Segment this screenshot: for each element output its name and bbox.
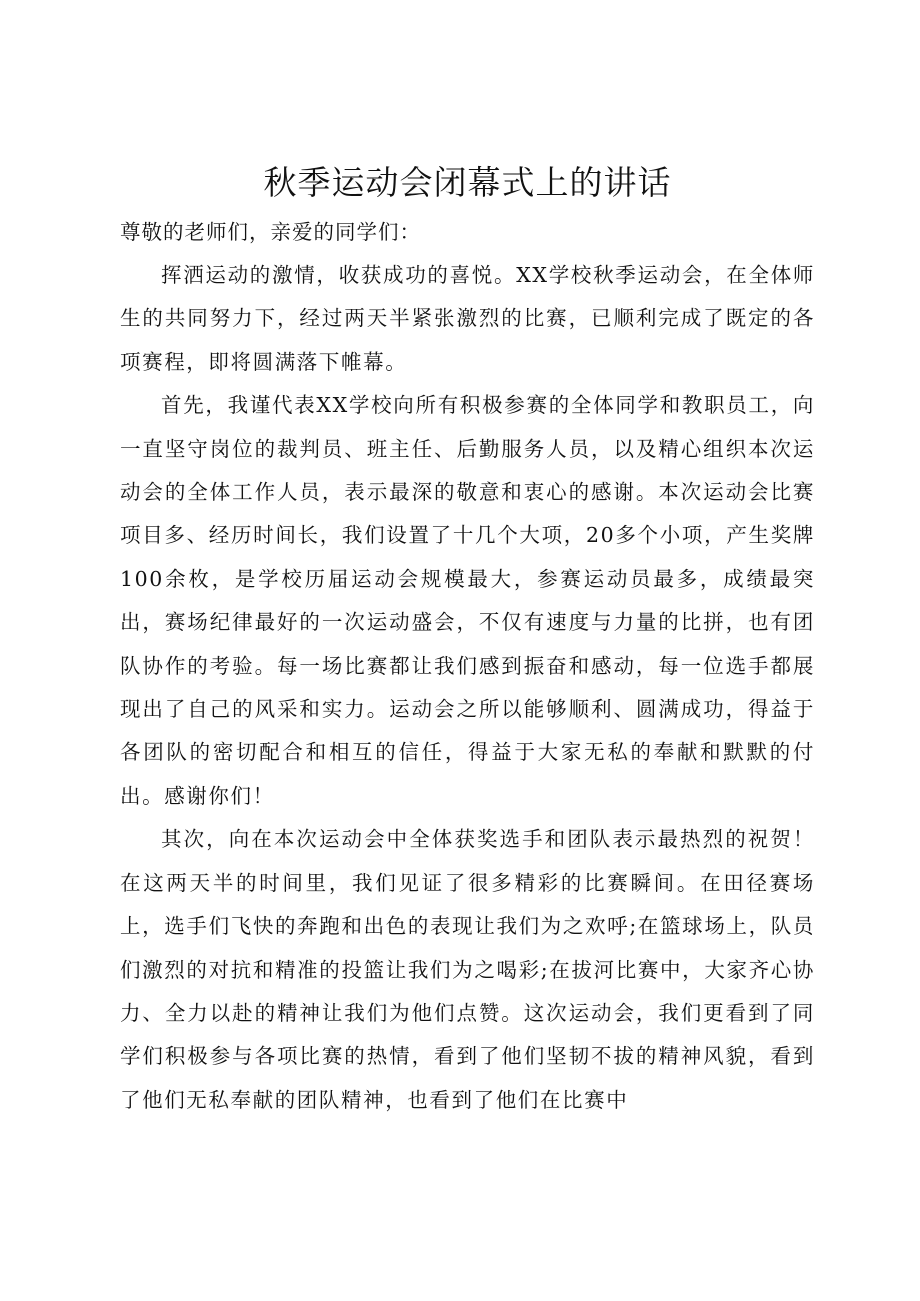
document-title: 秋季运动会闭幕式上的讲话	[263, 163, 672, 202]
salutation: 尊敬的老师们，亲爱的同学们：	[120, 220, 421, 244]
paragraph-congratulations: 其次，向在本次运动会中全体获奖选手和团队表示最热烈的祝贺！在这两天半的时间里，我们见证了很多精彩的比赛瞬间。在田径赛场上，选手们飞快的奔跑和出色的表现让我们为之欢呼;在篮球场上，队员们激烈的对抗和精准的投篮让我们为之喝彩;在拔河比赛中，大家齐心协力、全力以赴的精神让我们为他们点赞。这次运动会，我们更看到了同学们积极参与各项比赛的热情，看到了他们坚韧不拔的精神风貌，看到了他们无私奉献的团队精神，也看到了他们在比赛中	[120, 827, 815, 1112]
paragraph-opening: 挥洒运动的激情，收获成功的喜悦。XX学校秋季运动会，在全体师生的共同努力下，经过两天半紧张激烈的比赛，已顺利完成了既定的各项赛程，即将圆满落下帷幕。	[120, 263, 815, 374]
document-page	[120, 152, 815, 1122]
paragraph-thanks: 首先，我谨代表XX学校向所有积极参赛的全体同学和教职员工，向一直坚守岗位的裁判员、班主任、后勤服务人员，以及精心组织本次运动会的全体工作人员，表示最深的敬意和衷心的感谢。本次运动会比赛项目多、经历时间长，我们设置了十几个大项，20多个小项，产生奖牌100余枚，是学校历届运动会规模最大，参赛运动员最多，成绩最突出，赛场纪律最好的一次运动盛会，不仅有速度与力量的比拼，也有团队协作的考验。每一场比赛都让我们感到振奋和感动，每一位选手都展现出了自己的风采和实力。运动会之所以能够顺利、圆满成功，得益于各团队的密切配合和相互的信任，得益于大家无私的奉献和默默的付出。感谢你们！	[120, 393, 815, 808]
